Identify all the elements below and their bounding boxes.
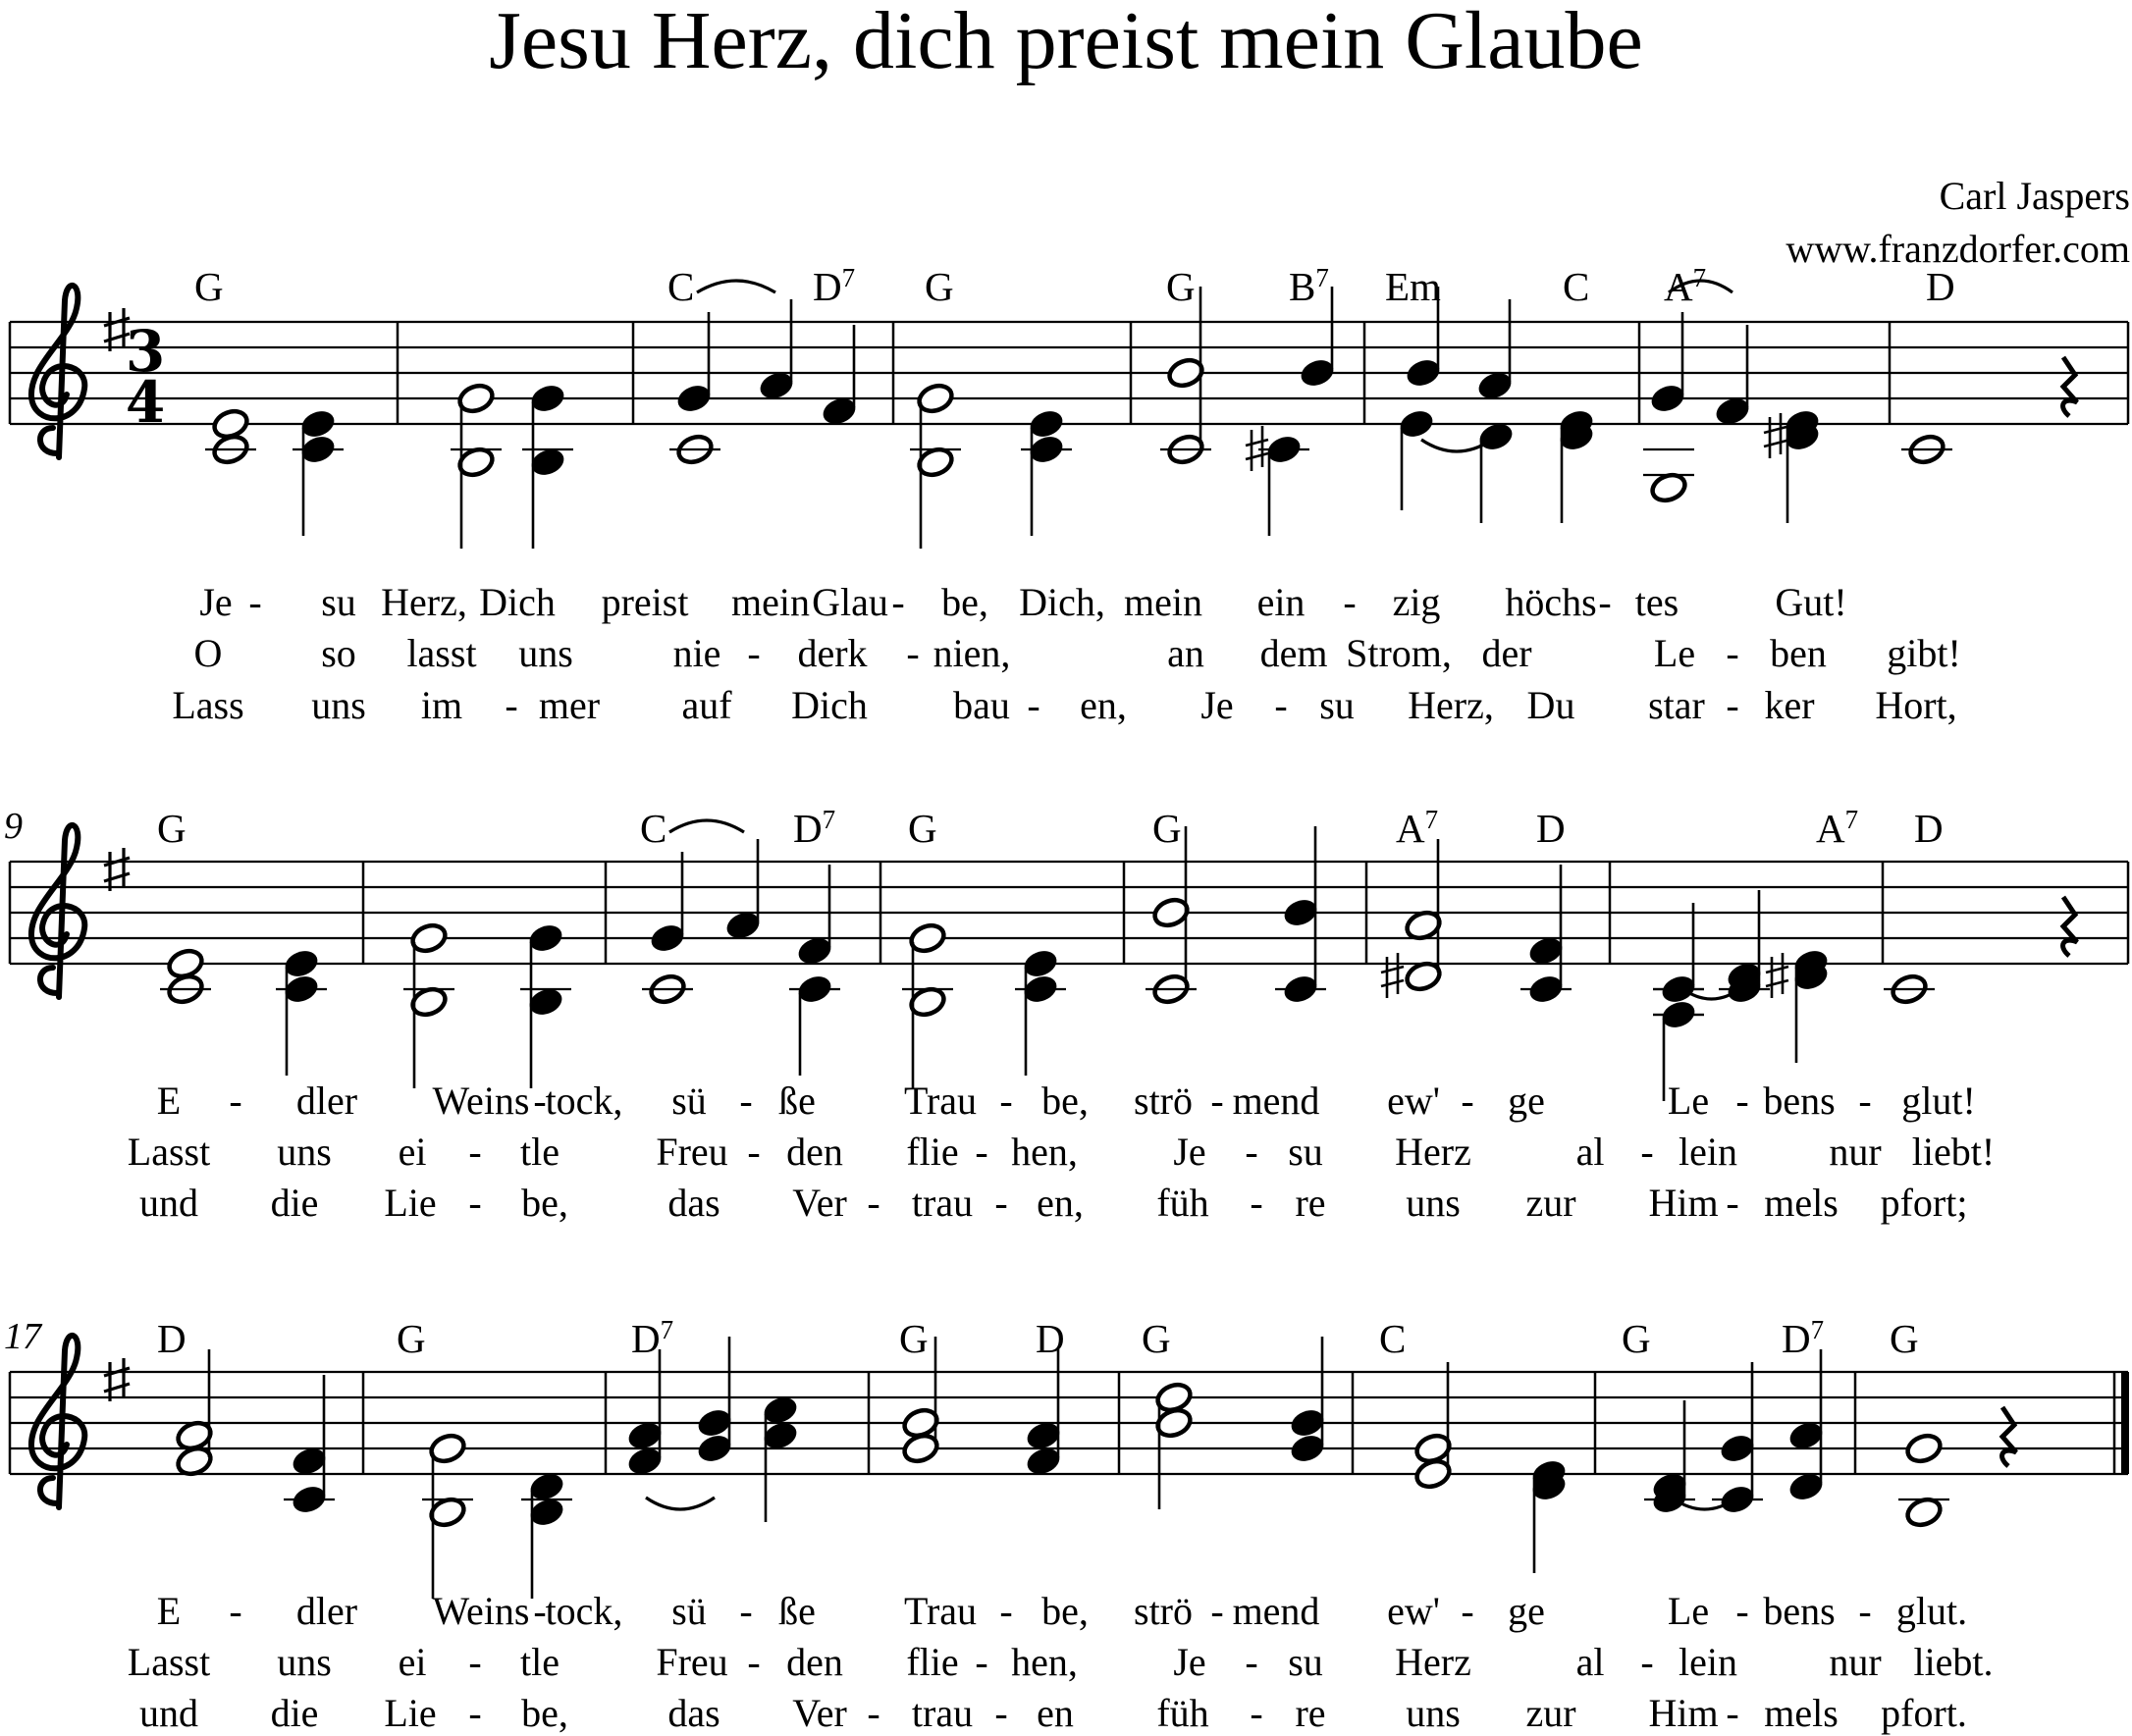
lyric-syllable: Herz [1395, 1640, 1471, 1684]
chord-symbol [1563, 263, 1589, 310]
lyric-syllable: uns [1406, 1181, 1461, 1225]
lyric-syllable: Trau [903, 1589, 978, 1633]
lyric-hyphen: - [1726, 683, 1739, 727]
lyric-syllable: sü [671, 1589, 707, 1633]
lyric-syllable: Lass [172, 683, 244, 727]
lyric-syllable: ein [1256, 580, 1306, 624]
lyric-hyphen: - [1858, 1078, 1872, 1123]
lyric-syllable: lein [1679, 1640, 1737, 1684]
lyric-syllable: mels [1764, 1181, 1839, 1225]
lyric-hyphen: - [1598, 580, 1612, 624]
chord-extension: 7 [1844, 805, 1859, 834]
lyric-syllable: ker [1764, 683, 1815, 727]
treble-clef-icon [31, 825, 84, 997]
chord-root: A [1664, 264, 1693, 309]
lyric-syllable: be, [521, 1691, 568, 1735]
chord-root: G [1622, 1316, 1651, 1361]
lyric-hyphen: - [1250, 1181, 1263, 1225]
lyric-hyphen: - [747, 1640, 761, 1684]
lyric-syllable: Glau [812, 580, 888, 624]
lyric-syllable: trau [911, 1691, 974, 1735]
lyric-syllable: den [786, 1130, 843, 1174]
chord-root: C [1563, 264, 1590, 309]
lyric-syllable: O [193, 631, 223, 675]
lyric-syllable: dem [1259, 631, 1328, 675]
lyric-syllable: su [1288, 1640, 1323, 1684]
chord-symbol [1890, 1315, 1919, 1362]
lyric-hyphen: - [1210, 1589, 1224, 1633]
lyric-syllable: Le [1667, 1078, 1710, 1123]
lyric-hyphen: - [739, 1078, 753, 1123]
lyric-syllable: Herz [1395, 1130, 1471, 1174]
lyric-syllable: dler [295, 1589, 358, 1633]
quarter-rest-icon [2063, 357, 2077, 416]
sharp-accidental-icon [1381, 953, 1404, 998]
time-signature-numerator: 3 [125, 318, 166, 385]
lyric-syllable: tock, [545, 1589, 623, 1633]
lyric-syllable: zur [1525, 1691, 1576, 1735]
lyric-syllable: uns [277, 1130, 332, 1174]
lyric-syllable: mels [1764, 1691, 1839, 1735]
lyric-hyphen: - [1726, 1181, 1739, 1225]
lyric-hyphen: - [505, 683, 518, 727]
measure-number: 17 [4, 1316, 41, 1357]
lyric-syllable: Dich, [1019, 580, 1105, 624]
lyric-syllable: Ver [792, 1181, 847, 1225]
chord-symbol [631, 1315, 673, 1362]
lyric-syllable: füh [1156, 1691, 1209, 1735]
lyric-syllable: ei [398, 1640, 427, 1684]
lyric-syllable: ge [1508, 1589, 1545, 1633]
lyric-syllable: Je [1173, 1130, 1206, 1174]
lyric-syllable: Lasst [127, 1640, 211, 1684]
lyric-syllable: be, [1041, 1589, 1089, 1633]
chord-extension: 7 [1315, 263, 1329, 292]
lyric-syllable: uns [1406, 1691, 1461, 1735]
chord-symbol [1782, 1315, 1824, 1362]
chord-symbol [1289, 263, 1329, 310]
lyric-syllable: die [270, 1691, 319, 1735]
lyric-syllable: uns [277, 1640, 332, 1684]
lyric-syllable: ew' [1387, 1589, 1440, 1633]
lyric-syllable: be, [521, 1181, 568, 1225]
staff-system [10, 820, 2128, 1101]
lyric-syllable: tock, [545, 1078, 623, 1123]
chord-symbol [1152, 805, 1182, 852]
chord-symbol [157, 1315, 187, 1362]
lyric-syllable: be, [941, 580, 988, 624]
lyric-hyphen: - [975, 1640, 988, 1684]
lyric-syllable: Weins [432, 1589, 530, 1633]
lyric-syllable: star [1648, 683, 1705, 727]
lyric-syllable: derk [797, 631, 868, 675]
lyric-syllable: Freu [656, 1640, 728, 1684]
lyric-syllable: trau [911, 1181, 974, 1225]
lyric-hyphen: - [867, 1691, 880, 1735]
composer: Carl Jaspers [1939, 174, 2130, 218]
lyric-hyphen: - [1726, 1691, 1739, 1735]
lyric-syllable: sü [671, 1078, 707, 1123]
sharp-key-signature-icon [104, 1358, 130, 1401]
chord-root: G [194, 264, 224, 309]
chord-symbol [1622, 1315, 1651, 1362]
lyric-hyphen: - [1245, 1130, 1258, 1174]
lyric-hyphen: - [1250, 1691, 1263, 1735]
lyric-syllable: lasst [406, 631, 477, 675]
chord-root: C [640, 806, 667, 851]
lyric-hyphen: - [533, 1078, 547, 1123]
final-barline [2121, 1372, 2129, 1474]
chord-extension: 7 [1424, 805, 1439, 834]
lyric-syllable: die [270, 1181, 319, 1225]
lyric-hyphen: - [1858, 1589, 1872, 1633]
lyric-hyphen: - [248, 580, 262, 624]
lyric-hyphen: - [229, 1589, 242, 1633]
lyric-syllable: ße [778, 1589, 816, 1633]
lyric-syllable: liebt! [1911, 1130, 1996, 1174]
lyric-syllable: das [667, 1181, 720, 1225]
lyric-hyphen: - [739, 1589, 753, 1633]
treble-clef-icon [31, 286, 84, 457]
chord-root: C [667, 264, 695, 309]
lyric-hyphen: - [1027, 683, 1040, 727]
chord-extension: 7 [1692, 263, 1707, 292]
lyric-syllable: pfort. [1881, 1691, 1967, 1735]
lyric-hyphen: - [468, 1130, 482, 1174]
lyric-syllable: tle [520, 1640, 560, 1684]
lyric-syllable: su [1319, 683, 1355, 727]
lyric-syllable: ei [398, 1130, 427, 1174]
lyric-syllable: füh [1156, 1181, 1209, 1225]
chord-root: B [1289, 264, 1316, 309]
lyric-hyphen: - [747, 631, 761, 675]
chord-symbol [397, 1315, 426, 1362]
chord-symbol [813, 263, 855, 310]
lyric-hyphen: - [1210, 1078, 1224, 1123]
treble-clef-icon [31, 1336, 84, 1507]
lyric-hyphen: - [1640, 1640, 1654, 1684]
lyric-syllable: ben [1770, 631, 1827, 675]
lyric-syllable: mend [1232, 1078, 1320, 1123]
chord-symbol [1166, 263, 1196, 310]
chord-symbol [908, 805, 937, 852]
chord-root: C [1379, 1316, 1407, 1361]
lyric-hyphen: - [891, 580, 905, 624]
lyric-syllable: den [786, 1640, 843, 1684]
chord-root: G [1166, 264, 1196, 309]
lyric-syllable: tes [1634, 580, 1679, 624]
lyric-syllable: strö [1134, 1078, 1193, 1123]
lyric-hyphen: - [1343, 580, 1357, 624]
lyric-syllable: mein [731, 580, 810, 624]
lyric-hyphen: - [1726, 631, 1739, 675]
lyric-syllable: liebt. [1913, 1640, 1994, 1684]
lyric-hyphen: - [1461, 1589, 1474, 1633]
chord-symbol [1396, 805, 1438, 852]
lyric-hyphen: - [906, 631, 920, 675]
half-note-head [166, 947, 206, 981]
lyric-syllable: Herz, [1408, 683, 1494, 727]
lyric-syllable: Trau [903, 1078, 978, 1123]
lyric-syllable: su [321, 580, 356, 624]
lyric-syllable: Je [1200, 683, 1234, 727]
quarter-rest-icon [2002, 1407, 2016, 1466]
lyric-syllable: be, [1041, 1078, 1089, 1123]
lyric-syllable: uns [518, 631, 573, 675]
lyric-syllable: und [139, 1691, 198, 1735]
staff-system [10, 1336, 2129, 1599]
chord-root: G [1152, 806, 1182, 851]
lyric-syllable: nur [1829, 1130, 1882, 1174]
staff-system [10, 281, 2128, 549]
chord-symbol [1036, 1315, 1065, 1362]
chord-extension: 7 [841, 263, 856, 292]
half-note-head [211, 407, 251, 442]
lyric-syllable: so [321, 631, 356, 675]
chord-symbol [1536, 805, 1566, 852]
lyric-syllable: Je [199, 580, 233, 624]
time-signature-denominator: 4 [125, 369, 166, 436]
lyric-hyphen: - [867, 1181, 880, 1225]
lyric-syllable: Le [1653, 631, 1696, 675]
chord-root: D [793, 806, 823, 851]
lyric-syllable: en, [1080, 683, 1127, 727]
lyric-syllable: nie [672, 631, 721, 675]
chord-extension: 7 [1810, 1315, 1825, 1344]
lyric-syllable: Him [1648, 1691, 1719, 1735]
lyric-syllable: der [1481, 631, 1532, 675]
chord-symbol [899, 1315, 929, 1362]
chord-root: G [1142, 1316, 1171, 1361]
chord-symbol [1664, 263, 1706, 310]
chord-root: Em [1385, 264, 1441, 309]
lyric-syllable: bau [953, 683, 1010, 727]
lyric-hyphen: - [1735, 1078, 1749, 1123]
lyric-syllable: Herz, [381, 580, 467, 624]
lyric-syllable: Hort, [1875, 683, 1957, 727]
lyric-syllable: dler [295, 1078, 358, 1123]
chord-symbol [1385, 263, 1441, 310]
chord-symbol [925, 263, 954, 310]
lyric-hyphen: - [468, 1640, 482, 1684]
lyric-syllable: an [1167, 631, 1204, 675]
lyric-syllable: im [420, 683, 463, 727]
lyric-hyphen: - [999, 1589, 1013, 1633]
lyric-syllable: re [1295, 1181, 1326, 1225]
chord-symbol [1379, 1315, 1406, 1362]
lyric-hyphen: - [1461, 1078, 1474, 1123]
lyric-syllable: Le [1667, 1589, 1710, 1633]
lyric-syllable: auf [681, 683, 732, 727]
chord-root: G [908, 806, 937, 851]
song-title: Jesu Herz, dich preist mein Glaube [489, 0, 1643, 86]
lyric-syllable: ge [1508, 1078, 1545, 1123]
lyric-syllable: al [1575, 1130, 1605, 1174]
lyric-syllable: und [139, 1181, 198, 1225]
lyric-syllable: Lie [384, 1691, 437, 1735]
lyric-syllable: ße [778, 1078, 816, 1123]
chord-root: D [1926, 264, 1955, 309]
lyric-syllable: E [156, 1078, 182, 1123]
lyric-syllable: Weins [432, 1078, 530, 1123]
lyric-hyphen: - [1640, 1130, 1654, 1174]
lyric-syllable: E [156, 1589, 182, 1633]
lyric-syllable: nur [1829, 1640, 1882, 1684]
sharp-key-signature-icon [104, 848, 130, 891]
lyric-hyphen: - [999, 1078, 1013, 1123]
chord-root: G [925, 264, 954, 309]
chord-symbol [1926, 263, 1955, 310]
chord-root: D [631, 1316, 661, 1361]
lyric-hyphen: - [229, 1078, 242, 1123]
lyric-hyphen: - [468, 1691, 482, 1735]
lyric-syllable: preist [601, 580, 689, 624]
lyric-syllable: zur [1525, 1181, 1576, 1225]
lyric-syllable: re [1295, 1691, 1326, 1735]
slur [646, 1498, 715, 1509]
chord-root: A [1396, 806, 1425, 851]
lyric-syllable: tle [520, 1130, 560, 1174]
lyric-syllable: Him [1648, 1181, 1719, 1225]
lyric-syllable: mer [538, 683, 601, 727]
lyric-syllable: hen, [1011, 1130, 1078, 1174]
chord-root: A [1816, 806, 1845, 851]
lyric-syllable: pfort; [1880, 1181, 1968, 1225]
lyric-syllable: glut. [1895, 1589, 1968, 1633]
lyric-syllable: Dich [791, 683, 868, 727]
lyric-syllable: bens [1763, 1589, 1836, 1633]
lyric-syllable: Gut! [1775, 580, 1847, 624]
lyric-syllable: Strom, [1346, 631, 1452, 675]
lyric-syllable: flie [906, 1640, 959, 1684]
lyric-syllable: strö [1134, 1589, 1193, 1633]
chord-symbol [1142, 1315, 1171, 1362]
lyric-hyphen: - [994, 1691, 1008, 1735]
measure-number: 9 [4, 806, 23, 847]
chord-symbol [640, 805, 666, 852]
chord-symbol [157, 805, 187, 852]
chord-symbol [194, 263, 224, 310]
chord-symbol [793, 805, 835, 852]
chord-root: G [899, 1316, 929, 1361]
lyric-syllable: nien, [933, 631, 1011, 675]
chord-root: G [157, 806, 187, 851]
chord-root: G [397, 1316, 426, 1361]
chord-symbol [1816, 805, 1858, 852]
lyric-syllable: al [1575, 1640, 1605, 1684]
lyric-syllable: Lie [384, 1181, 437, 1225]
quarter-rest-icon [2063, 897, 2077, 956]
half-note-head [1904, 1432, 1945, 1466]
chord-root: D [1536, 806, 1566, 851]
chord-root: D [1036, 1316, 1065, 1361]
lyric-syllable: glut! [1901, 1078, 1976, 1123]
chord-root: D [1914, 806, 1944, 851]
lyric-syllable: uns [311, 683, 366, 727]
lyric-syllable: das [667, 1691, 720, 1735]
lyric-syllable: su [1288, 1130, 1323, 1174]
chord-symbol [1914, 805, 1944, 852]
lyric-syllable: lein [1679, 1130, 1737, 1174]
lyric-syllable: bens [1763, 1078, 1836, 1123]
lyric-syllable: Freu [656, 1130, 728, 1174]
sharp-accidental-icon [1766, 953, 1788, 998]
chord-root: D [813, 264, 842, 309]
lyric-syllable: en, [1037, 1181, 1084, 1225]
chord-extension: 7 [660, 1315, 674, 1344]
lyric-syllable: hen, [1011, 1640, 1078, 1684]
lyric-syllable: flie [906, 1130, 959, 1174]
chord-root: G [1890, 1316, 1919, 1361]
chord-root: D [157, 1316, 187, 1361]
lyric-hyphen: - [1245, 1640, 1258, 1684]
lyric-syllable: zig [1392, 580, 1441, 624]
lyric-hyphen: - [747, 1130, 761, 1174]
lyric-hyphen: - [533, 1589, 547, 1633]
chord-extension: 7 [822, 805, 836, 834]
lyric-syllable: mein [1124, 580, 1202, 624]
lyric-syllable: Du [1526, 683, 1575, 727]
lyric-syllable: Je [1173, 1640, 1206, 1684]
lyric-syllable: Ver [792, 1691, 847, 1735]
lyric-syllable: gibt! [1887, 631, 1961, 675]
lyric-hyphen: - [994, 1181, 1008, 1225]
website: www.franzdorfer.com [1786, 227, 2130, 271]
lyric-syllable: Lasst [127, 1130, 211, 1174]
lyric-hyphen: - [1735, 1589, 1749, 1633]
sharp-accidental-icon [1764, 413, 1786, 458]
lyric-hyphen: - [468, 1181, 482, 1225]
chord-root: D [1782, 1316, 1811, 1361]
slur [669, 820, 744, 832]
lyric-syllable: mend [1232, 1589, 1320, 1633]
lyric-syllable: höchs [1505, 580, 1597, 624]
lyric-syllable: ew' [1387, 1078, 1440, 1123]
lyric-hyphen: - [975, 1130, 988, 1174]
chord-symbol [667, 263, 694, 310]
lyric-syllable: en [1037, 1691, 1074, 1735]
slur [697, 281, 775, 292]
lyric-hyphen: - [1274, 683, 1288, 727]
lyric-syllable: Dich [479, 580, 556, 624]
